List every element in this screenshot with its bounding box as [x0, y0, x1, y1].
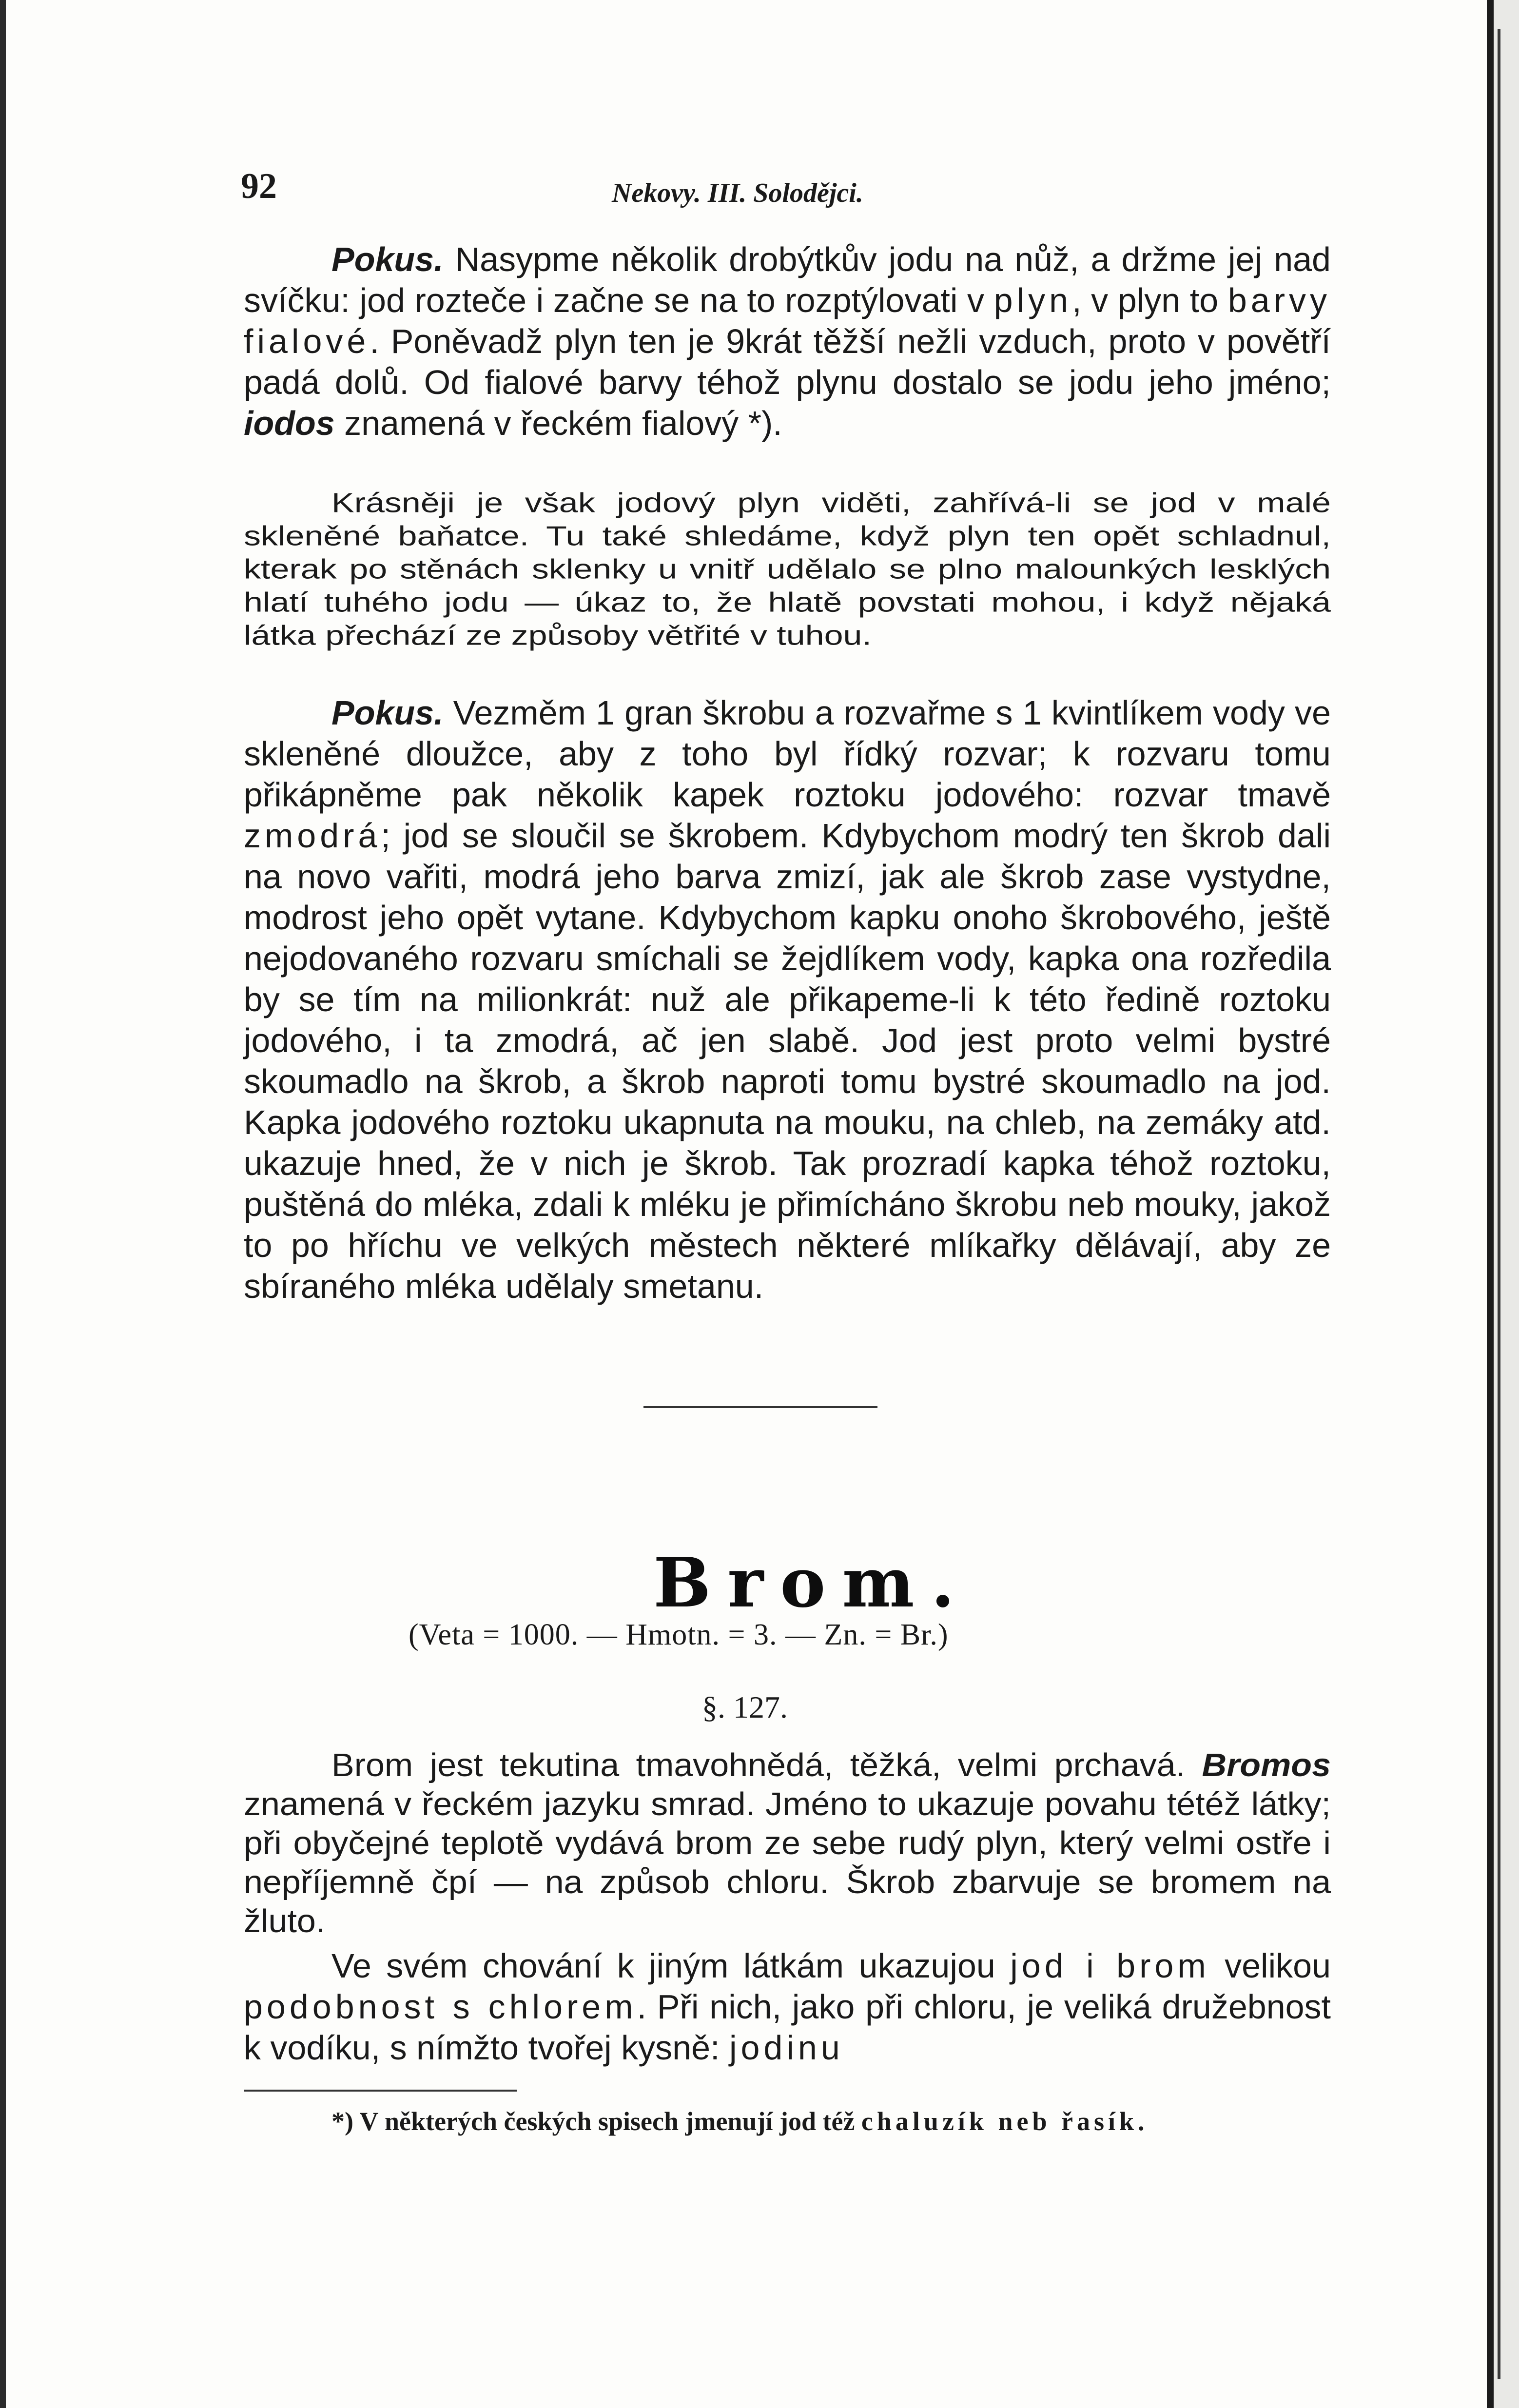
footnote — [331, 2106, 1149, 2136]
paragraph-pokus-skrob — [244, 692, 1331, 1307]
text-spaced: barvy fialové — [244, 281, 1331, 360]
page-number: 92 — [241, 166, 277, 206]
footnote-spaced: chaluzík neb řasík. — [861, 2107, 1149, 2136]
text-run: Brom jest tekutina tmavohnědá, těžká, velmi prchavá. — [331, 1746, 1202, 1783]
text-run: Ve svém chování k jiným látkám ukazujou — [331, 1947, 1011, 1985]
pokus-label: Pokus. — [331, 694, 444, 732]
text-run: Vezměm 1 gran škrobu a rozvařme s 1 kvintlíkem vody ve skleněné dloužce, aby z toho byl řídký rozvar; k rozvaru tomu přikápněme pak několik kapek roztoku jodového: rozvar tmavě — [244, 694, 1331, 814]
text-run: Krásněji je však jodový plyn viděti, zahřívá-li se jod v malé skleněné baňatce. Tu také shledáme, když plyn ten opět schladnul, kterak po stěnách sklenky u vnitř udělalo se plno malounkých lesklých hlatí tuhého jodu — úkaz to, že hlatě povstati mohou, i když nějaká látka přechází ze způsoby větřité v tuhou. — [244, 487, 1331, 651]
text-run: ; jod se sloučil se škrobem. Kdybychom modrý ten škrob dali na novo vařiti, modrá jeho barva zmizí, jak ale škrob zase vystydne, modrost jeho opět vytane. Kdybychom kapku onoho škrobového, ještě nejodovaného rozvaru smíchali se žejdlíkem vody, kapka ona rozředila by se tím na milionkrát: nuž ale přikapeme-li k této ředině roztoku jodového, i ta zmodrá, ač jen slabě. Jod jest proto velmi bystré skoumadlo na škrob, a škrob naproti tomu bystré skoumadlo na jod. Kapka jodového roztoku ukapnuta na mouku, na chleb, na zemáky atd. ukazuje hned, že v nich je škrob. Tak prozradí kapka téhož roztoku, puštěná do mléka, zdali k mléku je přimícháno škrobu neb mouky, jakož to po hříchu ve velkých městech některé mlíkařky dělávají, aby ze sbíraného mléka udělaly smetanu. — [244, 817, 1331, 1305]
term-bromos: Bromos — [1202, 1746, 1331, 1783]
text-spaced: plyn — [993, 281, 1072, 319]
paragraph-brom-chovani — [244, 1945, 1331, 2068]
section-number: §. 127. — [702, 1690, 788, 1724]
footnote-divider — [244, 2090, 517, 2092]
paragraph-jodovy-plyn — [244, 486, 1331, 652]
paragraph-brom-intro — [244, 1745, 1331, 1940]
text-spaced: podobnost s chlorem — [244, 1988, 637, 2026]
text-run: . Poněvadž plyn ten je 9krát těžší nežli vzduch, proto v povětří padá dolů. Od fialové barvy téhož plynu dostalo se jodu jeho jméno; — [244, 322, 1331, 401]
heading-brom: Brom. — [653, 1543, 972, 1623]
text-run: . Při nich, jako při chloru, je veliká družebnost k vodíku, s nímžto tvořej kysně: — [244, 1988, 1331, 2067]
footnote-text: *) V některých českých spisech jmenují jod též — [331, 2107, 861, 2136]
running-title: Nekovy. III. Solodějci. — [612, 178, 863, 208]
scan-edge-line — [1498, 29, 1500, 2379]
pokus-label: Pokus. — [331, 240, 444, 278]
section-divider — [643, 1406, 877, 1408]
scan-edge-left — [0, 0, 6, 2408]
text-spaced: zmodrá — [244, 817, 381, 855]
text-run: Nasypme několik drobýtkův jodu na nůž, a držme jej nad svíčku: jod rozteče i začne se na to rozptýlovati v — [244, 240, 1331, 319]
text-run: znamená v řeckém fialový *). — [334, 404, 782, 442]
paragraph-pokus-jod — [244, 239, 1331, 444]
text-run: , v plyn to — [1072, 281, 1228, 319]
text-run: velikou — [1209, 1947, 1331, 1985]
text-spaced: jod i brom — [1010, 1947, 1210, 1985]
text-run: znamená v řeckém jazyku smrad. Jméno to ukazuje povahu tétéž látky; při obyčejné teplotě vydává brom ze sebe rudý plyn, který velmi ostře i nepříjemně čpí — na způsob chloru. Škrob zbarvuje se bromem na žluto. — [244, 1785, 1331, 1939]
text-spaced: jodinu — [729, 2029, 844, 2067]
term-iodos: iodos — [244, 404, 335, 442]
element-properties: (Veta = 1000. — Hmotn. = 3. — Zn. = Br.) — [409, 1618, 949, 1651]
scan-edge-right — [1487, 0, 1494, 2408]
